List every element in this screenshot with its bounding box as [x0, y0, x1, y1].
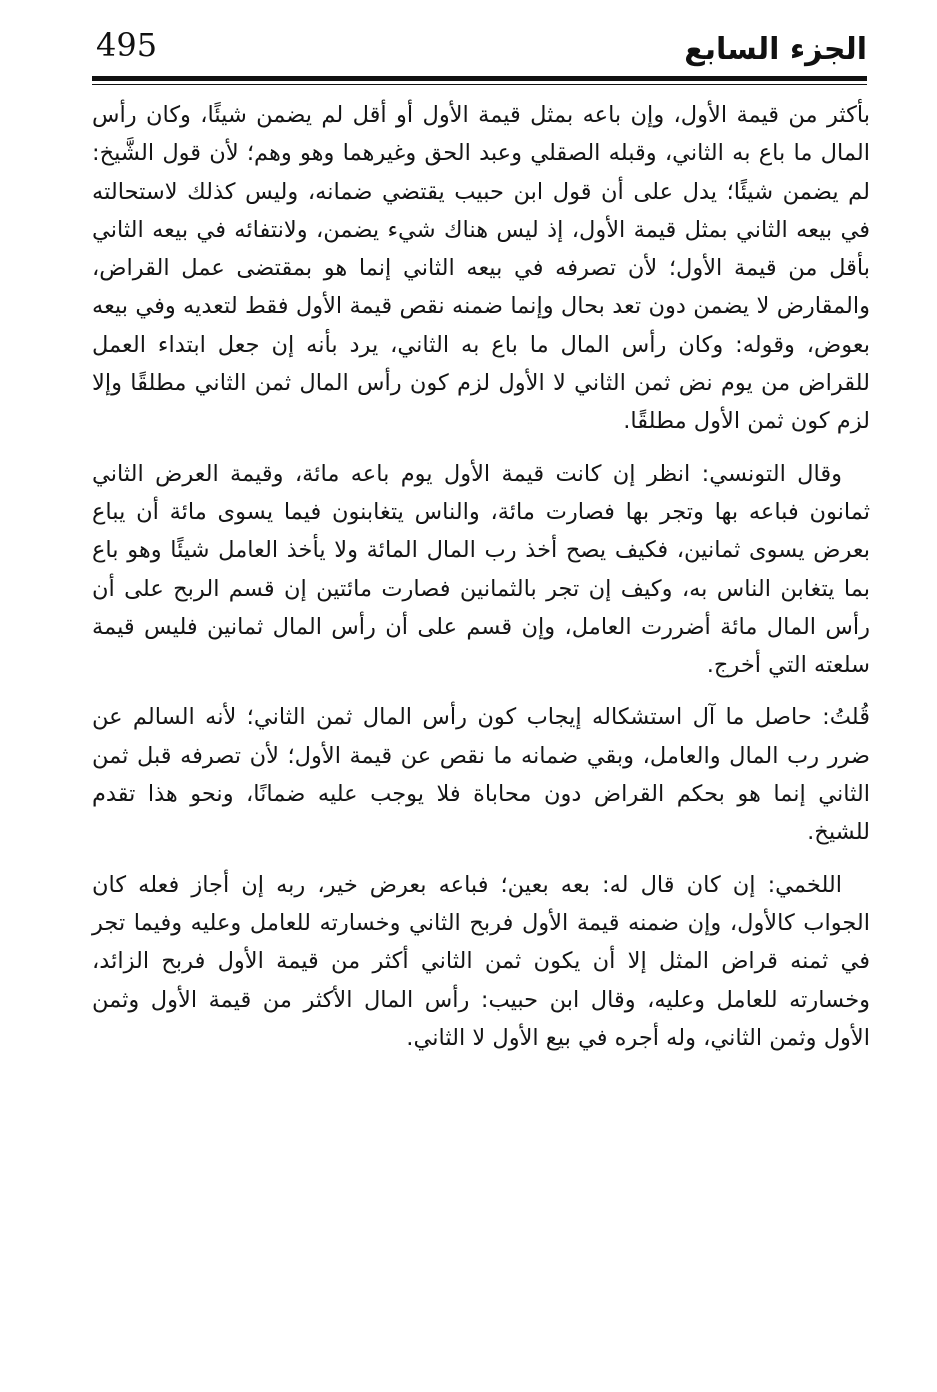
page-number: 495 [96, 26, 158, 64]
header-rule-thin [92, 84, 867, 85]
paragraph-1: بأكثر من قيمة الأول، وإن باعه بمثل قيمة الأول أو أقل لم يضمن شيئًا، وكان رأس المال ما باع به الثاني، وقبله الصقلي وعبد الحق وغيرهما وهو وهم؛ لأن قول الشَّيخ: لم يضمن شيئًا؛ يدل على أن قول ابن حبيب يقتضي ضمانه، وليس كذلك لاستحالته في بيعه الثاني بمثل قيمة الأول، إذ ليس هناك شيء يضمن، ولانتفائه في بيعه الثاني بأقل من قيمة الأول؛ لأن تصرفه في بيعه الثاني إنما هو بمقتضى عمل القراض، والمقارض لا يضمن دون تعد بحال وإنما ضمنه نقص قيمة الأول فقط لتعديه وفي بيعه بعوض، وقوله: وكان رأس المال ما باع به الثاني، يرد بأنه إن جعل ابتداء العمل للقراض من يوم نض ثمن الثاني لا الأول لزم كون رأس المال ثمن الثاني مطلقًا وإلا لزم كون ثمن الأول مطلقًا. [92, 102, 870, 435]
paragraph-4: اللخمي: إن كان قال له: بعه بعين؛ فباعه بعرض خير، ربه إن أجاز فعله كان الجواب كالأول، وإن ضمنه قيمة الأول فربح الثاني وخسارته للعامل وعليه وفيما تجر في ثمنه قراض المثل إلا أن يكون ثمن الثاني أكثر من قيمة الأول فربح الزائد، وخسارته للعامل وعليه، وقال ابن حبيب: رأس المال الأكثر من قيمة الأول وثمن الأول وثمن الثاني، وله أجره في بيع الأول لا الثاني. [92, 871, 870, 1051]
body-text [92, 96, 870, 1057]
paragraph-2: وقال التونسي: انظر إن كانت قيمة الأول يوم باعه مائة، وقيمة العرض الثاني ثمانون فباعه بها وتجر بها فصارت مائة، والناس يتغابنون فيما يسوى مائة أن يباع بعرض يسوى ثمانين، فكيف يصح أخذ رب المال المائة ولا يأخذ العامل شيئًا وهو باع بما يتغابن الناس به، وكيف إن تجر بالثمانين فصارت مائتين إن قسم الربح على أن رأس المال مائة أضررت العامل، وإن قسم على أن رأس المال ثمانين فليس قيمة سلعته التي أخرج. [92, 460, 870, 679]
paragraph-3: قُلتُ: حاصل ما آل استشكاله إيجاب كون رأس المال ثمن الثاني؛ لأنه السالم عن ضرر رب المال والعامل، وبقي ضمانه ما نقص عن قيمة الأول؛ لأن تصرفه قبل ثمن الثاني إنما هو بحكم القراض دون محاباة فلا يوجب عليه ضمانًا، ونحو هذا تقدم للشيخ. [92, 704, 870, 846]
page-header [92, 18, 867, 78]
running-title: الجزء السابع [684, 32, 867, 67]
header-rule [92, 76, 867, 81]
